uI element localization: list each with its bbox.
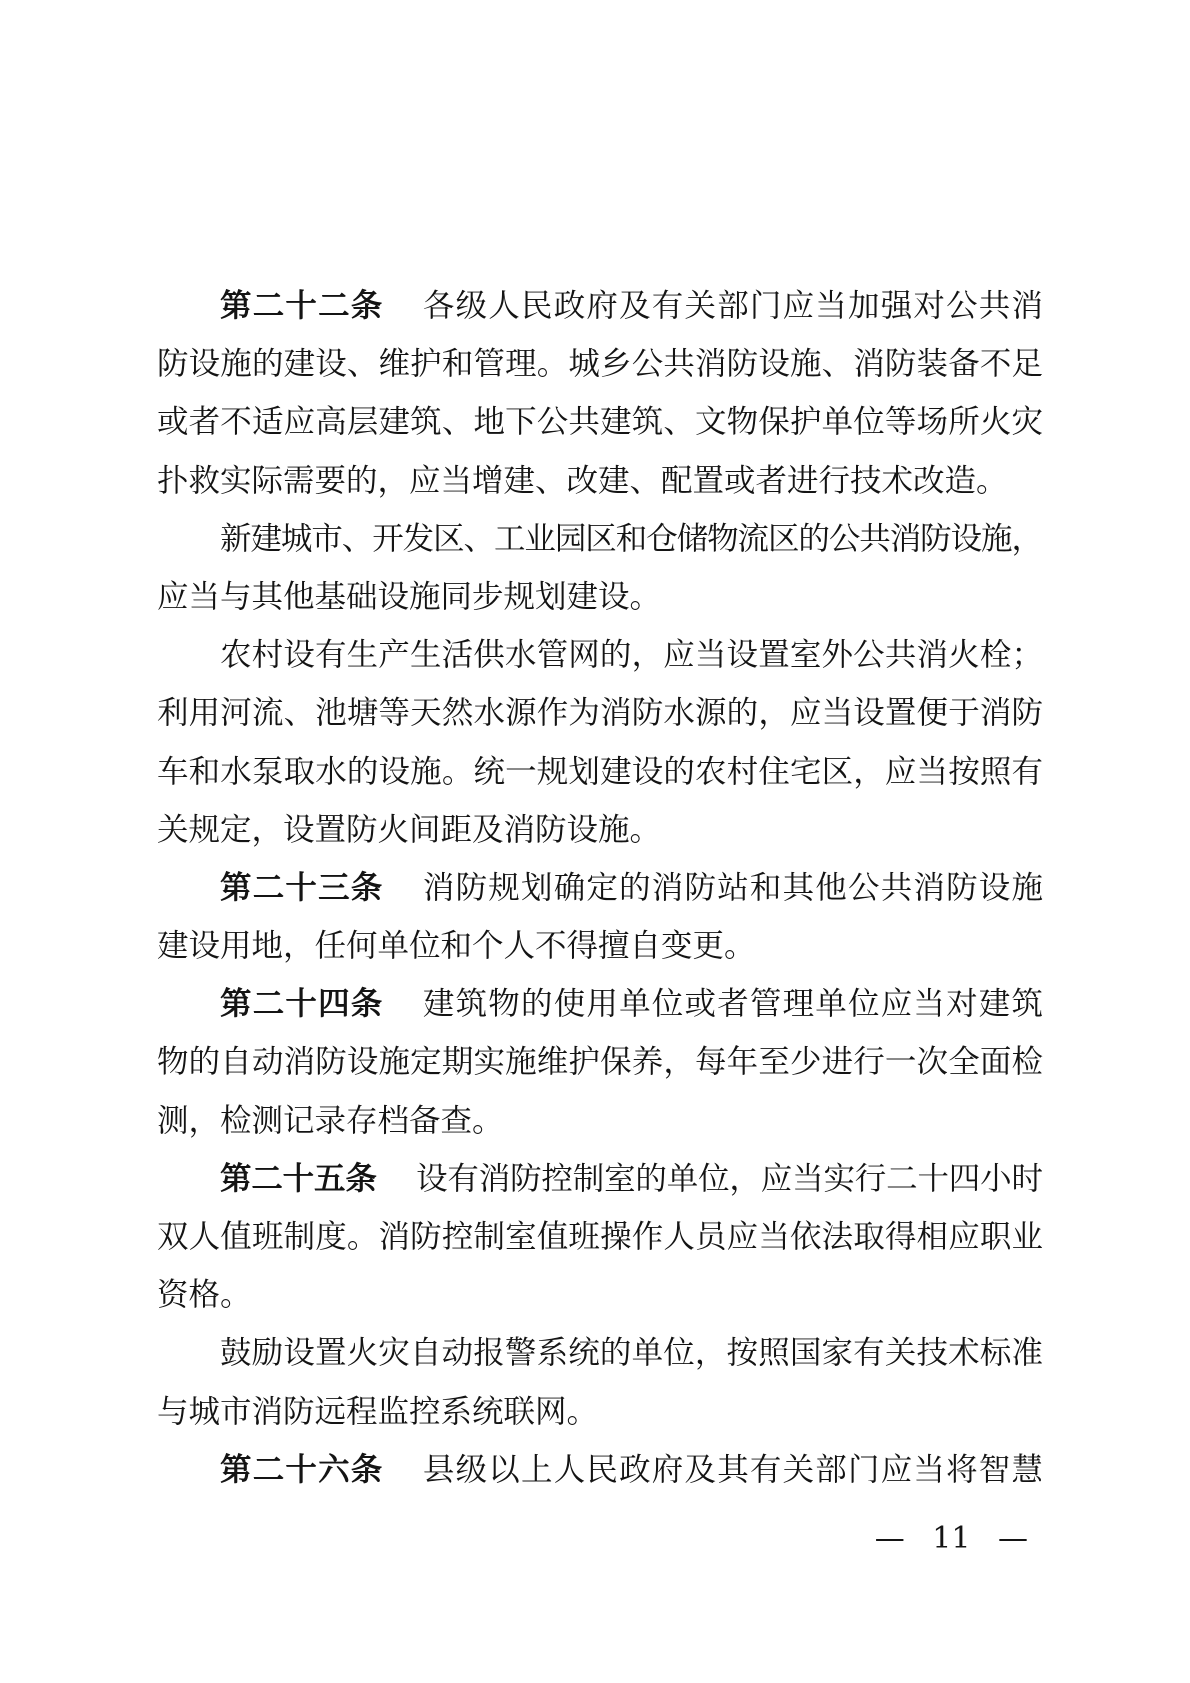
- page-number: — 11 —: [874, 1521, 1028, 1556]
- text-line: [157, 335, 1043, 393]
- document-body: [157, 277, 1043, 1499]
- line-text: 农村设有生产生活供水管网的，应当设置室外公共消火栓；: [220, 637, 1044, 674]
- line-text: 鼓励设置火灾自动报警系统的单位，按照国家有关技术标准: [220, 1335, 1044, 1372]
- text-line: [157, 1033, 1043, 1091]
- line-text: 利用河流、池塘等天然水源作为消防水源的，应当设置便于消防: [157, 695, 1044, 732]
- text-line: [157, 1441, 1043, 1499]
- text-line-content: [220, 859, 1044, 917]
- line-text: 测，检测记录存档备查。: [157, 1102, 504, 1139]
- line-text: 双人值班制度。消防控制室值班操作人员应当依法取得相应职业: [157, 1219, 1044, 1255]
- text-line-content: [220, 1150, 1043, 1208]
- line-text: 关规定，设置防火间距及消防设施。: [157, 811, 662, 848]
- line-text: 物的自动消防设施定期实施维护保养，每年至少进行一次全面检: [157, 1044, 1044, 1081]
- article-number: 第二十六条: [220, 1451, 384, 1488]
- text-line: [157, 801, 1043, 859]
- text-line: [157, 1208, 1043, 1266]
- article-23: [157, 859, 1043, 975]
- line-text: 建设用地，任何单位和个人不得擅自变更。: [157, 928, 756, 965]
- article-26: [157, 1441, 1043, 1499]
- text-line: [157, 975, 1043, 1033]
- article-25: [157, 1150, 1043, 1325]
- line-text: 扑救实际需要的，应当增建、改建、配置或者进行技术改造。: [157, 462, 1008, 499]
- line-text: 县级以上人民政府及其有关部门应当将智慧: [422, 1451, 1045, 1488]
- line-text: 设有消防控制室的单位，应当实行二十四小时: [416, 1160, 1043, 1197]
- article-22: [157, 277, 1043, 510]
- line-text: 车和水泵取水的设施。统一规划建设的农村住宅区，应当按照有: [157, 753, 1044, 790]
- article-number: 第二十三条: [220, 869, 384, 906]
- article-24: [157, 975, 1043, 1150]
- text-line: [157, 1324, 1043, 1382]
- text-line: [157, 1266, 1043, 1324]
- line-text: 应当与其他基础设施同步规划建设。: [157, 578, 662, 615]
- line-text: 防设施的建设、维护和管理。城乡公共消防设施、消防装备不足: [157, 346, 1044, 383]
- article-number: 第二十五条: [220, 1160, 377, 1197]
- article-number: 第二十二条: [220, 288, 384, 324]
- line-text: 各级人民政府及有关部门应当加强对公共消: [422, 288, 1045, 324]
- article-22-clause-2: [157, 510, 1043, 626]
- text-line: [157, 277, 1043, 335]
- text-line: [157, 452, 1043, 510]
- text-line: [157, 684, 1043, 742]
- line-text: 消防规划确定的消防站和其他公共消防设施: [422, 869, 1045, 906]
- line-text: 资格。: [157, 1277, 252, 1314]
- text-line-content: [220, 1441, 1044, 1499]
- text-line: [157, 1092, 1043, 1150]
- text-line: [157, 859, 1043, 917]
- text-line-content: [220, 277, 1044, 335]
- text-line: [157, 1150, 1043, 1208]
- text-line: [157, 1383, 1043, 1441]
- line-text: 新建城市、开发区、工业园区和仓储物流区的公共消防设施，: [220, 520, 1042, 557]
- line-text: 与城市消防远程监控系统联网。: [157, 1393, 599, 1430]
- text-line: [157, 393, 1043, 451]
- text-line: [157, 510, 1043, 568]
- text-line: [157, 743, 1043, 801]
- text-line-content: [220, 975, 1044, 1033]
- line-text: 或者不适应高层建筑、地下公共建筑、文物保护单位等场所火灾: [157, 404, 1044, 441]
- article-25-clause-2: [157, 1324, 1043, 1440]
- text-line: [157, 626, 1043, 684]
- article-22-clause-3: [157, 626, 1043, 859]
- text-line: [157, 917, 1043, 975]
- line-text: 建筑物的使用单位或者管理单位应当对建筑: [422, 986, 1045, 1023]
- text-line: [157, 568, 1043, 626]
- article-number: 第二十四条: [220, 986, 384, 1023]
